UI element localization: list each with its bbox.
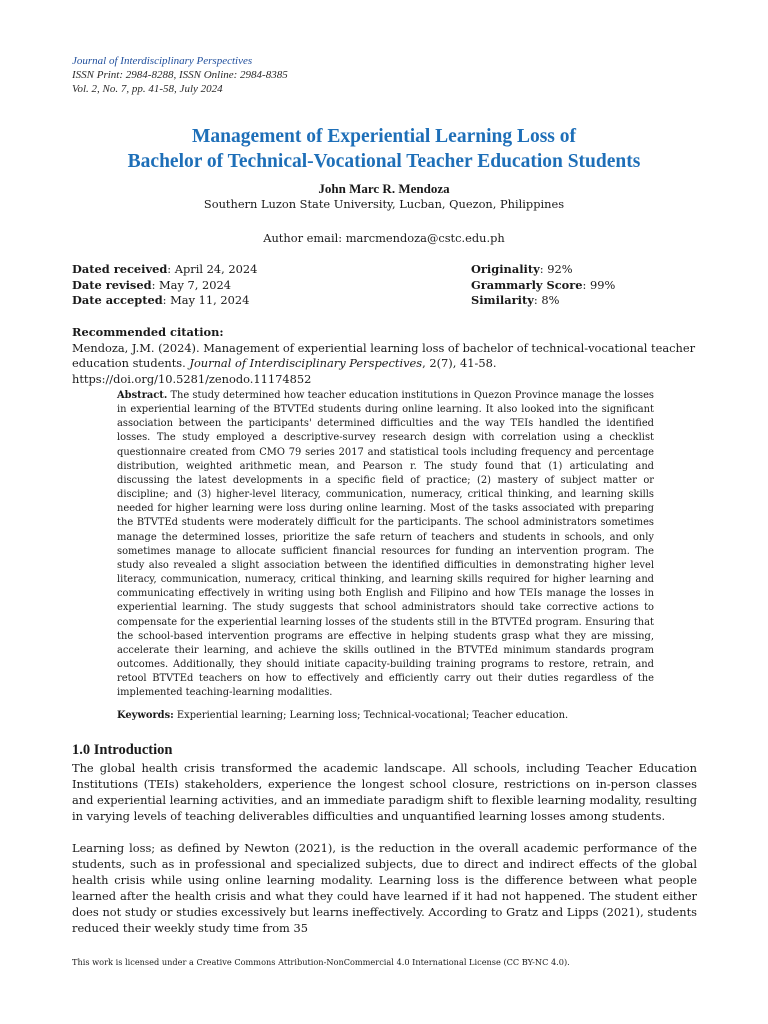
intro-paragraph-2: Learning loss; as defined by Newton (2021), is the reduction in the overall academic performance of the students, such as in professional and specialized subjects, due to direct and indirect effects of the global health crisis while using online learning modality. Learning loss is the difference between what people learned after the health crisis and what they could have learned if it had not happened. The student either does not study or studies excessively but learns ineffectively. According to Gratz and Lipps (2021), students reduced their weekly study time from 35: [72, 841, 697, 936]
abstract: [117, 389, 654, 700]
citation-label: Recommended citation:: [72, 325, 224, 339]
journal-name: Journal of Interdisciplinary Perspectives: [72, 55, 253, 67]
date-received: Dated received: April 24, 2024: [72, 262, 258, 276]
intro-paragraph-1: The global health crisis transformed the academic landscape. All schools, including Teacher Education Institutions (TEIs) stakeholders, experience the longest school closure, restrictions on in-person classes and experiential learning activities, and an immediate paradigm shift to flexible learning modality, resulting in varying levels of teaching deliverables difficulties and unquantified learning losses among students.: [72, 761, 697, 824]
abstract-text: The study determined how teacher education institutions in Quezon Province manage the losses in experiential learning of the BTVTEd students during online learning. It also looked into the significant association between the participants' determined difficulties and the way TEIs handled the identified losses. The study employed a descriptive-survey research design with correlation using a checklist questionnaire created from CMO 79 series 2017 and statistical tools including frequency and percentage distribution, weighted arithmetic mean, and Pearson r. The study found that (1) articulating and discussing the latest developments in a specific field of practice; (2) mastery of subject matter or discipline; and (3) higher-level literacy, communication, numeracy, critical thinking, and learning skills needed for higher learning were loss during online learning. Most of the tasks associated with preparing the BTVTEd students were moderately difficult for the participants. The school administrators sometimes manage the determined losses, prioritize the safe return of teachers and students in schools, and only sometimes manage to allocate sufficient financial resources for funding an intervention program. The study also revealed a slight association between the identified difficulties in demonstrating higher level literacy, communication, numeracy, critical thinking, and learning skills required for higher learning and communicating effectively in writing using both English and Filipino and how TEIs manage the losses in experiential learning. The study suggests that school administrators should take corrective actions to compensate for the experiential learning losses of the students still in the BTVTEd program. Ensuring that the school-based intervention programs are effective in helping students grasp what they are missing, accelerate their learning, and achieve the skills outlined in the BTVTEd minimum standards program outcomes. Additionally, they should initiate capacity-building training programs to restore, retrain, and retool BTVTEd teachers on how to effectively and efficiently carry out their duties regardless of the implemented teaching-learning modalities.: [117, 390, 654, 699]
date-accepted: Date accepted: May 11, 2024: [72, 293, 250, 308]
title-line-2: Bachelor of Technical-Vocational Teacher Education Students: [127, 151, 641, 172]
keywords: [117, 709, 654, 723]
keywords-text: Experiential learning; Learning loss; Technical-vocational; Teacher education.: [173, 710, 569, 721]
section-heading-introduction: 1.0 Introduction: [72, 742, 173, 758]
citation-journal: Journal of Interdisciplinary Perspectives: [189, 356, 423, 371]
metric-grammarly: Grammarly Score: 99%: [471, 277, 616, 292]
license-footer: This work is licensed under a Creative Commons Attribution-NonCommercial 4.0 International License (CC BY-NC 4.0).: [72, 957, 570, 967]
article-title: [40, 124, 728, 174]
journal-header: [72, 54, 572, 96]
recommended-citation: [72, 325, 702, 387]
author-name: John Marc R. Mendoza: [318, 181, 450, 196]
journal-issn: ISSN Print: 2984-8288, ISSN Online: 2984-8385: [72, 69, 288, 81]
date-revised: Date revised: May 7, 2024: [72, 277, 232, 292]
abstract-label: Abstract.: [117, 390, 168, 401]
journal-volume: Vol. 2, No. 7, pp. 41-58, July 2024: [72, 83, 223, 95]
metrics-block: [471, 262, 711, 309]
metric-similarity: Similarity: 8%: [471, 293, 560, 308]
citation-text: Mendoza, J.M. (2024). Management of experiential learning loss of bachelor of technical-vocational teacher education students. Journal of Interdisciplinary Perspectives, 2(7), 41-58. https://doi.org/10.5281/zenodo.11174852: [72, 340, 696, 386]
title-line-1: Management of Experiential Learning Loss of: [191, 126, 577, 147]
metric-originality: Originality: 92%: [471, 262, 573, 276]
dates-block: [72, 262, 452, 309]
author-affiliation: Southern Luzon State University, Lucban, Quezon, Philippines: [203, 197, 565, 211]
keywords-label: Keywords:: [117, 710, 174, 721]
author-email: Author email: marcmendoza@cstc.edu.ph: [263, 231, 505, 245]
